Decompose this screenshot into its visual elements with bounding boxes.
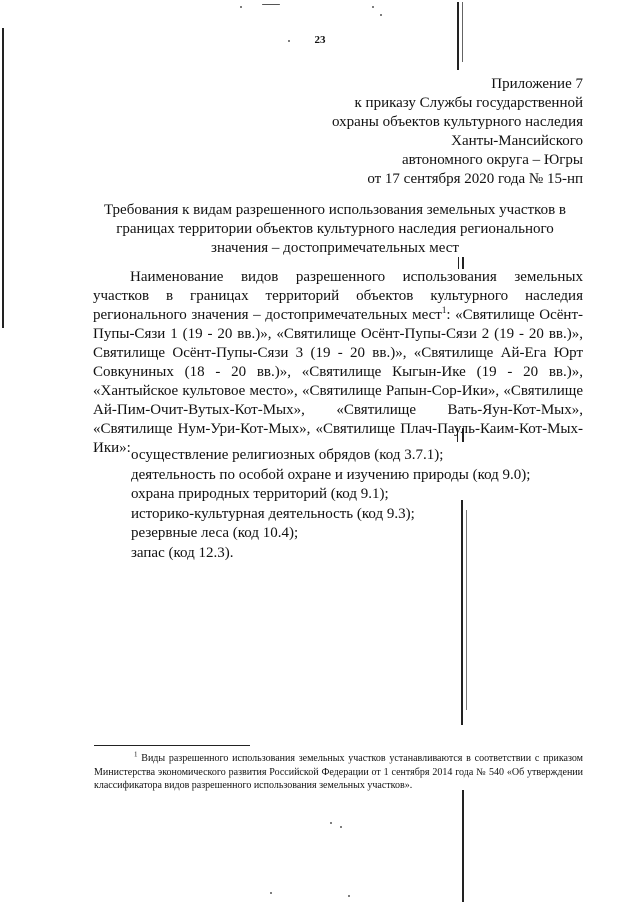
scan-speck-1 [240,6,242,8]
scan-speck-9 [348,895,350,897]
scan-line-bottom-right [462,790,464,902]
scan-line-top-right-2 [462,2,463,62]
document-title: Требования к видам разрешенного использования земельных участков в границах территории объектов культурного наследия регионального значения – достопримечательных мест [103,202,567,256]
list-item: запас (код 12.3). [131,544,234,561]
appendix-line: охраны объектов культурного наследия [331,114,583,130]
appendix-line: Ханты-Мансийского [451,133,583,149]
permitted-uses-list [131,446,530,563]
scan-speck-2 [262,4,280,5]
list-item: осуществление религиозных обрядов (код 3.7.1); [131,447,444,463]
scan-speck-7 [340,826,342,828]
appendix-line: Приложение 7 [491,76,583,92]
appendix-block [283,75,583,189]
scan-speck-6 [330,822,332,824]
appendix-line: автономного округа – Югры [401,152,583,168]
footnote-reference: 1 [441,305,447,315]
footnote-text: Виды разрешенного использования земельных участков устанавливаются в соответствии с приказом Министерства экономического развития Российской Федерации от 1 сентября 2014 года № 540 «Об утверждении классификатора видов разрешенного использования земельных участков». [94,753,583,791]
list-item: охрана природных территорий (код 9.1); [131,486,389,502]
intro-text-end: : «Святилище Осёнт-Пупы-Сязи 1 (19 - 20 вв.)», «Святилище Осёнт-Пупы-Сязи 2 (19 - 20 вв.)», Святилище Осёнт-Пупы-Сязи 3 (19 - 20 вв.)», «Святилище Ай-Ега Юрт Совкуниных (18 - 20 вв.)», «Святилище Кыгын-Ике (19 - 20 вв.)», «Хантыйское культовое место», «Святилище Рапын-Сор-Ики», «Святилище Ай-Пим-Очит-Вутых-Кот-Мых», «Святилище Вать-Яун-Кот-Мых», «Святилище Нум-Ури-Кот-Мых», «Святилище Плач-Пауль-Каим-Кот-Мых-Ики»: [93,307,583,456]
scan-speck-8 [270,892,272,894]
intro-text-start: Наименование видов разрешенного использования земельных участков в границах территорий объектов культурного наследия регионального значения – достопримечательных мест [93,269,583,323]
footnote-divider [94,745,250,746]
list-item: историко-культурная деятельность (код 9.3); [131,505,415,522]
page-number: 23 [314,34,326,46]
appendix-line: от 17 сентября 2020 года № 15-нп [367,171,583,187]
list-item: деятельность по особой охране и изучению природы (код 9.0); [131,466,531,483]
intro-paragraph [93,268,583,458]
list-item: резервные леса (код 10.4); [131,525,299,541]
footnote-marker: 1 [134,750,138,759]
footnote [94,752,583,793]
scan-speck-4 [380,14,382,16]
scan-edge-line-left [2,28,4,328]
appendix-line: к приказу Службы государственной [354,95,583,111]
scan-speck-3 [372,6,374,8]
